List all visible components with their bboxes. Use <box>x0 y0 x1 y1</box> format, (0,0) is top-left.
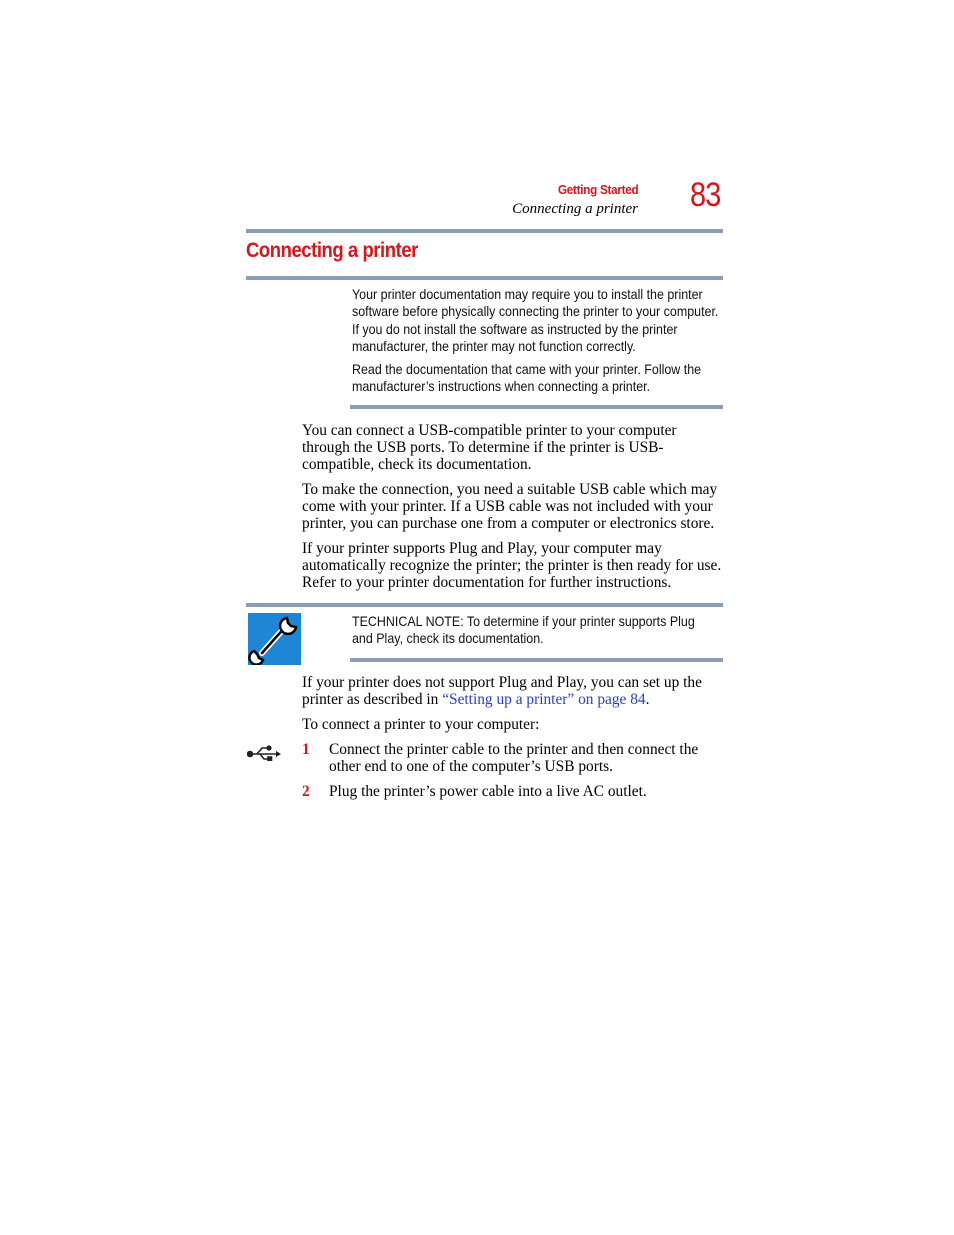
header-rule <box>246 229 723 233</box>
note-paragraph-2: Read the documentation that came with your printer. Follow the manufacturer’s instructions when connecting a printer. <box>352 361 702 395</box>
body-paragraph-5: To connect a printer to your computer: <box>302 716 540 733</box>
body-paragraph-1: You can connect a USB-compatible printer to your computer through the USB ports. To determine if the printer is USB-compatible, check its documentation. <box>302 422 677 473</box>
body-paragraph-4-text: If your printer does not support Plug and Play, you can set up the printer as described in <box>302 674 702 708</box>
body-paragraph-4-end: . <box>645 691 650 708</box>
body-paragraph-2: To make the connection, you need a suitable USB cable which may come with your printer. If a USB cable was not included with your printer, you can purchase one from a computer or electronics store. <box>302 481 718 532</box>
step-text-1: Connect the printer cable to the printer and then connect the other end to one of the computer’s USB ports. <box>329 741 699 775</box>
technical-note-text: TECHNICAL NOTE: To determine if your printer supports Plug and Play, check its documentation. <box>352 613 695 647</box>
body-paragraph-3: If your printer supports Plug and Play, your computer may automatically recognize the printer; the printer is then ready for use. Refer to your printer documentation for further instructions. <box>302 540 722 591</box>
step-number-2: 2 <box>302 783 310 800</box>
note-rule <box>350 405 723 409</box>
body-paragraph-4 <box>302 674 724 708</box>
cross-reference-link[interactable]: “Setting up a printer” on page 84 <box>442 691 646 708</box>
running-header-section: Connecting a printer <box>512 201 638 217</box>
usb-icon <box>247 745 281 761</box>
page-number: 83 <box>690 176 721 214</box>
step-text-2: Plug the printer’s power cable into a live AC outlet. <box>329 783 647 800</box>
technical-note-top-rule <box>246 603 723 607</box>
technical-note-bottom-rule <box>350 658 723 662</box>
wrench-icon <box>248 613 301 665</box>
running-header-chapter: Getting Started <box>557 182 638 197</box>
title-rule <box>246 276 723 280</box>
note-paragraph-1: Your printer documentation may require you to install the printer software before physically connecting the printer to your computer. If you do not install the software as instructed by the printer manufacturer, the printer may not function correctly. <box>352 286 719 354</box>
step-number-1: 1 <box>302 741 310 758</box>
section-title: Connecting a printer <box>246 239 418 262</box>
